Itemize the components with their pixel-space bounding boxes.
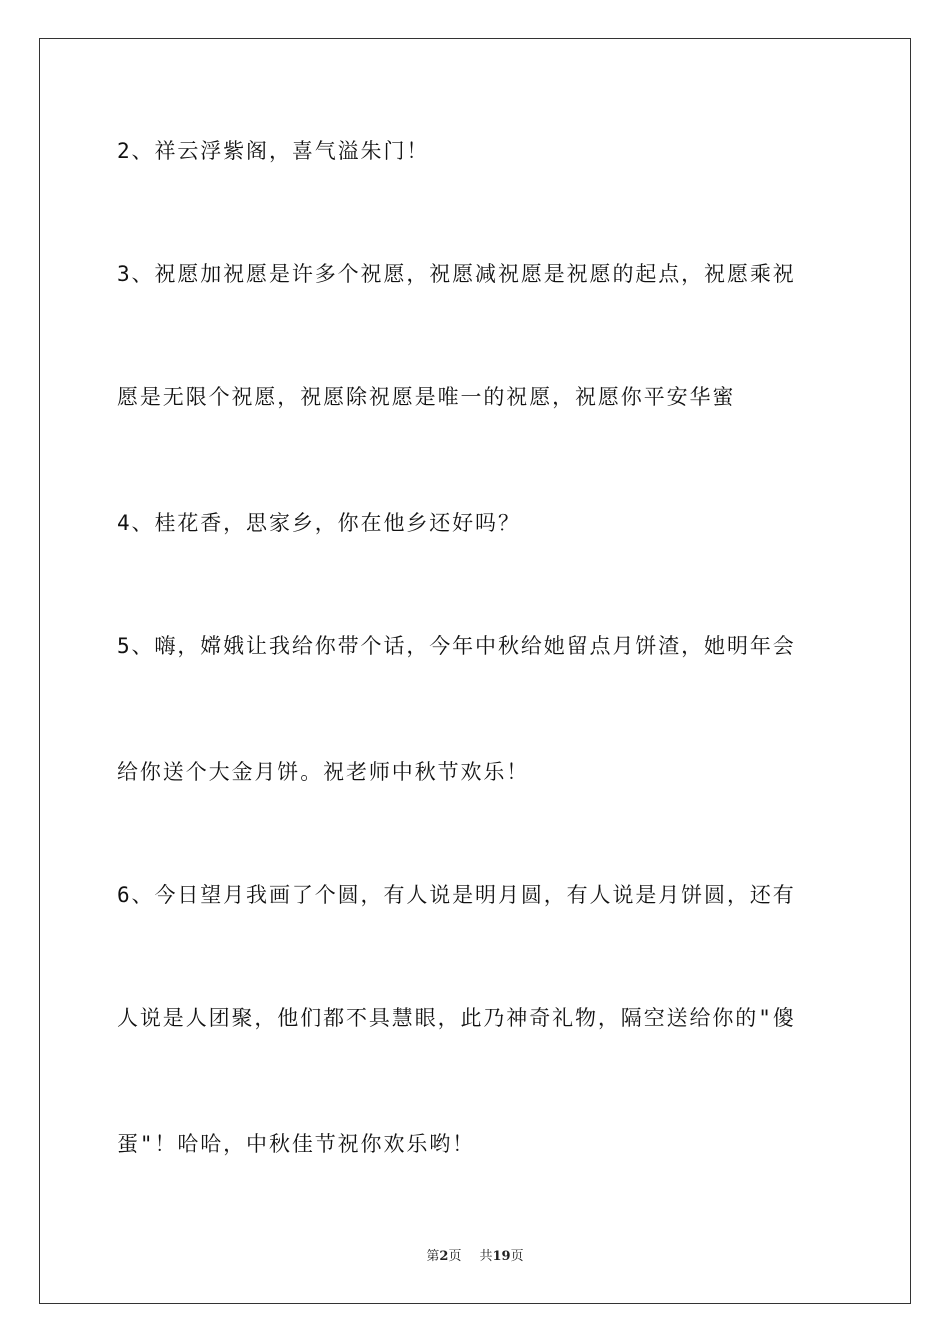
total-suffix: 页 (510, 1249, 524, 1264)
text-line-3: 愿是无限个祝愿，祝愿除祝愿是唯一的祝愿，祝愿你平安华蜜 (117, 385, 736, 409)
text-line-8: 人说是人团聚，他们都不具慧眼，此乃神奇礼物，隔空送给你的"傻 (117, 1006, 796, 1030)
page-prefix: 第 (426, 1249, 440, 1264)
text-line-2: 3、祝愿加祝愿是许多个祝愿，祝愿减祝愿是祝愿的起点，祝愿乘祝 (117, 262, 796, 286)
total-prefix: 共 (479, 1249, 493, 1264)
page-number: 2 (439, 1249, 449, 1264)
page-suffix: 页 (448, 1249, 462, 1264)
page-footer (0, 1249, 950, 1265)
page-border (39, 38, 911, 1304)
text-line-1: 2、祥云浮紫阁，喜气溢朱门！ (117, 139, 430, 163)
text-line-6: 给你送个大金月饼。祝老师中秋节欢乐！ (117, 760, 530, 784)
text-line-5: 5、嗨，嫦娥让我给你带个话，今年中秋给她留点月饼渣，她明年会 (117, 634, 796, 658)
total-pages: 19 (492, 1249, 511, 1264)
text-line-7: 6、今日望月我画了个圆，有人说是明月圆，有人说是月饼圆，还有 (117, 883, 796, 907)
text-line-9: 蛋"！哈哈，中秋佳节祝你欢乐哟！ (117, 1132, 476, 1156)
text-line-4: 4、桂花香，思家乡，你在他乡还好吗？ (117, 511, 521, 535)
